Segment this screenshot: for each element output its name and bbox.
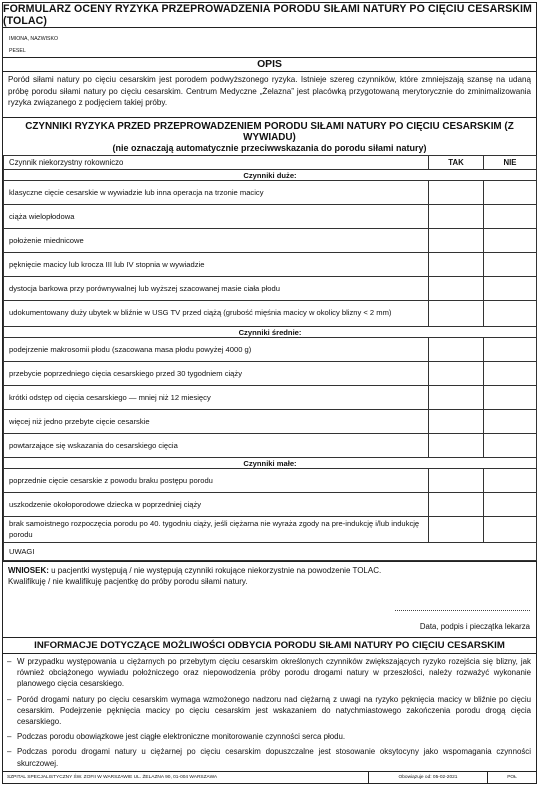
risk-row — [4, 253, 537, 277]
risk-factor: położenie miednicowe — [4, 229, 429, 253]
pesel-field-label: PESEL — [9, 48, 26, 54]
conclusion-line-2: Kwalifikuję / nie kwalifikuję pacjentkę do próby porodu siłami natury. — [8, 577, 248, 586]
risk-factor: dystocja barkowa przy porównywalnej lub wyższej szacowanej masie ciała płodu — [4, 277, 429, 301]
info-section — [2, 638, 537, 772]
risk-factor: powtarzające się wskazania do cesarskiego cięcia — [4, 434, 429, 458]
risk-factor: udokumentowany duży ubytek w bliźnie w USG TV przed ciążą (grubość mięśnia macicy w okolicy blizny < 2 mm) — [4, 301, 429, 327]
yes-cell[interactable] — [429, 181, 484, 205]
risk-factor: krótki odstęp od cięcia cesarskiego — mniej niż 12 miesięcy — [4, 386, 429, 410]
risk-row — [4, 205, 537, 229]
no-cell[interactable] — [484, 410, 537, 434]
footer-code: POŁ — [487, 772, 536, 783]
yes-cell[interactable] — [429, 253, 484, 277]
major-factors-label: Czynniki duże: — [4, 170, 537, 181]
yes-cell[interactable] — [429, 469, 484, 493]
signature-line[interactable] — [395, 610, 530, 611]
remarks-label: UWAGI — [9, 547, 35, 556]
yes-cell[interactable] — [429, 229, 484, 253]
info-bullet: – Podczas porodu obowiązkowe jest ciągłe elektroniczne monitorowanie czynności serca płodu. — [7, 732, 346, 742]
form-title: FORMULARZ OCENY RYZYKA PRZEPROWADZENIA PORODU SIŁAMI NATURY PO CIĘCIU CESARSKIM (TOLAC) — [2, 2, 537, 28]
yes-cell[interactable] — [429, 386, 484, 410]
no-cell[interactable] — [484, 181, 537, 205]
opis-heading: OPIS — [3, 58, 536, 72]
info-heading: INFORMACJE DOTYCZĄCE MOŻLIWOŚCI ODBYCIA PORODU SIŁAMI NATURY PO CIĘCIU CESARSKIM — [3, 638, 536, 654]
risk-row — [4, 362, 537, 386]
footer-hospital: SZPITAL SPECJALISTYCZNY ŚW. ZOFII W WARSZAWIE UL. ŻELAZNA 90, 01-004 WARSZAWA — [7, 774, 218, 780]
risk-row — [4, 517, 537, 543]
risk-factor: przebycie poprzedniego cięcia cesarskiego przed 30 tygodniem ciąży — [4, 362, 429, 386]
yes-cell[interactable] — [429, 301, 484, 327]
yes-cell[interactable] — [429, 205, 484, 229]
no-cell[interactable] — [484, 229, 537, 253]
risk-row — [4, 469, 537, 493]
yes-cell[interactable] — [429, 410, 484, 434]
no-cell[interactable] — [484, 253, 537, 277]
risk-row — [4, 181, 537, 205]
risk-factor: ciąża wielopłodowa — [4, 205, 429, 229]
opis-text: Poród siłami natury po cięciu cesarskim jest porodem podwyższonego ryzyka. Istnieje szereg czynników, które zmniejszają szansę na udaną próbę porodu siłami natury po cięciu cesarskim. Centrum Medyczne „Żelazna” jest placówką przygotowaną merytorycznie do zminimalizowania ryzyka związanego z podjęciem takiej próby. — [8, 75, 531, 108]
risk-row — [4, 493, 537, 517]
no-cell[interactable] — [484, 338, 537, 362]
no-cell[interactable] — [484, 517, 537, 543]
yes-cell[interactable] — [429, 338, 484, 362]
name-field-label: IMIONA, NAZWISKO — [9, 36, 58, 42]
no-cell[interactable] — [484, 434, 537, 458]
risk-row — [4, 434, 537, 458]
info-bullet: – Podczas porodu drogami natury u ciężarnej po cięciu cesarskim dopuszczalne jest stosowanie oksytocyny jako wspomagania czynności skurczowej. — [7, 747, 531, 768]
no-cell[interactable] — [484, 386, 537, 410]
signature-label: Data, podpis i pieczątka lekarza — [419, 622, 530, 631]
risk-row — [4, 338, 537, 362]
yes-cell[interactable] — [429, 517, 484, 543]
remarks-field[interactable] — [4, 543, 537, 561]
risk-row — [4, 410, 537, 434]
risk-factor: więcej niż jedno przebyte cięcie cesarskie — [4, 410, 429, 434]
footer-valid-from: Obowiązuje od: 05-02-2021 — [368, 772, 487, 783]
col-factor-header: Czynnik niekorzystny rokowniczo — [4, 156, 429, 170]
risk-factor: poprzednie cięcie cesarskie z powodu braku postępu porodu — [4, 469, 429, 493]
risk-row — [4, 229, 537, 253]
risk-section — [2, 118, 537, 562]
no-cell[interactable] — [484, 277, 537, 301]
risk-heading: CZYNNIKI RYZYKA PRZED PRZEPROWADZENIEM PORODU SIŁAMI NATURY PO CIĘCIU CESARSKIM (Z WYWIADU) — [25, 121, 514, 143]
minor-factors-label: Czynniki małe: — [4, 458, 537, 469]
no-cell[interactable] — [484, 362, 537, 386]
info-bullet: – W przypadku występowania u ciężarnych po przebytym cięciu cesarskim określonych czynników zwiększających ryzyko rozejścia się blizny, jak również obciążonego wywiadu położniczego oraz niepowodzenia próby porodu drogami natury w przeszłości, należy rozważyć wykonanie planowego cięcia cesarskiego. — [7, 657, 531, 689]
risk-factor: brak samoistnego rozpoczęcia porodu po 40. tygodniu ciąży, jeśli ciężarna nie wyraża zgody na pre-indukcję i/lub indukcję porodu — [4, 517, 429, 543]
no-cell[interactable] — [484, 205, 537, 229]
form-page — [2, 2, 537, 784]
yes-cell[interactable] — [429, 434, 484, 458]
medium-factors-label: Czynniki średnie: — [4, 327, 537, 338]
risk-factor: podejrzenie makrosomii płodu (szacowana masa płodu powyżej 4000 g) — [4, 338, 429, 362]
conclusion-line-1: u pacjentki występują / nie występują czynniki rokujące niekorzystnie na powodzenie TOLAC. — [48, 566, 382, 575]
no-cell[interactable] — [484, 301, 537, 327]
risk-subheading: (nie oznaczają automatycznie przeciwwskazania do porodu siłami natury) — [112, 143, 427, 153]
yes-cell[interactable] — [429, 362, 484, 386]
risk-factor: klasyczne cięcie cesarskie w wywiadzie lub inna operacja na trzonie macicy — [4, 181, 429, 205]
col-no-header: NIE — [484, 156, 537, 170]
page-footer — [2, 772, 537, 784]
info-bullet: – Poród drogami natury po cięciu cesarskim wymaga wzmożonego nadzoru nad ciężarną z uwagi na ryzyko pęknięcia macicy w bliźnie po cięciu cesarskim. Podejrzenie pęknięcia macicy po cięciu cesarskim jest wskazaniem do natychmiastowego zakończenia porodu drogą cięcia cesarskiego. — [7, 694, 531, 727]
yes-cell[interactable] — [429, 277, 484, 301]
risk-factor: pęknięcie macicy lub krocza III lub IV stopnia w wywiadzie — [4, 253, 429, 277]
conclusion-section — [2, 562, 537, 638]
no-cell[interactable] — [484, 469, 537, 493]
risk-row — [4, 301, 537, 327]
col-yes-header: TAK — [429, 156, 484, 170]
risk-factor: uszkodzenie okołoporodowe dziecka w poprzedniej ciąży — [4, 493, 429, 517]
opis-section — [2, 58, 537, 118]
risk-row — [4, 277, 537, 301]
conclusion-label: WNIOSEK: — [8, 566, 49, 575]
yes-cell[interactable] — [429, 493, 484, 517]
risk-row — [4, 386, 537, 410]
risk-table — [3, 155, 537, 561]
no-cell[interactable] — [484, 493, 537, 517]
patient-section — [2, 28, 537, 58]
